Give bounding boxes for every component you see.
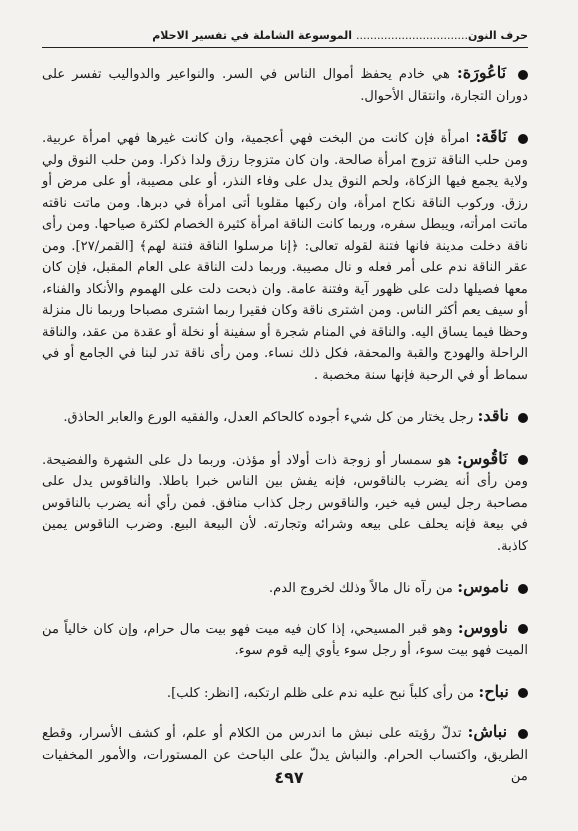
running-header <box>42 28 528 48</box>
bullet-icon <box>518 134 528 144</box>
section-title: حرف النون <box>467 29 528 42</box>
entry-nubah <box>42 681 528 705</box>
entry-headword: ناووس: <box>457 617 508 637</box>
entry-naqus <box>42 448 528 558</box>
entry-naqid <box>42 405 528 429</box>
entry-body: من رآه نال مالاً وذلك لخروج الدم. <box>268 581 453 596</box>
entry-headword: نباش: <box>467 722 508 741</box>
entry-headword: ناموس: <box>457 577 509 596</box>
entry-body: هي خادم يحفظ أموال الناس في السر. والنواعير والدواليب تفسر على دوران التجارة، وانتقال الأحوال. <box>42 67 528 104</box>
page-number: ٤٩٧ <box>274 768 304 787</box>
bullet-icon <box>518 584 528 594</box>
book-title: ..... الموسوعة الشاملة في تفسير الاحلام <box>42 28 468 44</box>
bullet-icon <box>518 688 528 698</box>
entry-body: رجل يختار من كل شيء أجوده كالحاكم العدل، والفقيه الورع والعابر الحاذق. <box>63 410 474 425</box>
bullet-icon <box>518 624 528 634</box>
entry-body: تدلّ رؤيته على نبش ما اندرس من الكلام أو علم، أو كشف الأسرار، وقطع الطريق، واكتساب الحرام. والنباش يدلّ على الباحث عن المستورات، والأمور المخفيات من <box>42 726 528 784</box>
entry-body: هو سمسار أو زوجة ذات أولاد أو مؤذن. وربما دل على الشهرة والفضيحة. ومن رأى أنه يضرب بالناقوس، فإنه يفش بين الناس خبرا باطلا. والناقوس يدل على مصاحبة رجل ليس فيه خير، والناقوس رجل كذاب منافق. فمن رأي أنه يضرب بالناقوس في بيعة فإنه يحلف على بيعه وشرائه وتجارته. لأن البيعة البيع. وضرب الناقوس يمين كاذبة. <box>42 452 528 554</box>
entry-headword: نَاقُوس: <box>456 448 508 468</box>
entry-body: من رأى كلباً نبح عليه ندم على ظلم ارتكبه، [انظر: كلب]. <box>166 685 475 701</box>
entry-nawus <box>42 617 528 662</box>
entry-body: امرأة فإن كانت من البخت فهي أعجمية، وان كانت غيرها فهي امرأة عربية. ومن حلب الناقة تزوج امرأة صالحة. وان كان متزوجا رزق ولدا ذكرا. ومن حلب النوق ولي ولاية يجمع فيها الزكاة، ولحم النوق يدل على وفاء النذر، أو على مصيبة، أو على مرض أو رزق. وركوب الناقة نكاح امرأة، وان ركبها مقلوبا أتى امرأة في دبرها. ومن ماتت ناقته ماتت امرأته، ويبطل سفره، وربما كانت الناقة امرأة كثيرة الخصام لكثرة صياحها. ومن رأى ناقة دخلت مدينة فانها فتنة لقوله تعالى: ﴿إنا مرسلوا الناقة فتنة لهم﴾ [القمر/٢٧]. ومن عقر الناقة ندم على أمر فعله و نال مصيبة. وربما دلت الناقة على العام المقبل، فإن كان معها فصيلها دلت على ظهور آية وفتنة عامة. وان ذبحت دلت على الهموم والأنكاد والفناء، أو سيف يعم أكثر الناس. ومن اشترى ناقة وكان فقيرا ربما اشترى مصباحا وربما نال منزلة وحظا فيما يساق اليه. والناقة في المنام شجرة أو سفينة أو نخلة أو عقدة من عقد، والناقة الراحلة والهودج والقبة والمحفة، فكل ذلك نساء. ومن رأى ناقة تدر لبنا في الجامع أو في سماط أو في الرحبة فإنها سنة مخصبة . <box>42 131 529 383</box>
bullet-icon <box>518 413 528 423</box>
entry-body: وهو قبر المسيحي، إذا كان فيه ميت فهو بيت مال حرام، وإن كان خالياً من الميت فهو بيت سوء، أو رجل سوء يأوي إليه قوم سوء. <box>42 621 528 658</box>
entry-naqa <box>42 126 528 386</box>
entry-naoura <box>42 62 528 107</box>
bullet-icon <box>518 455 528 465</box>
entries-list <box>42 62 528 788</box>
entry-headword: نَاعُورَة: <box>456 63 507 82</box>
entry-namus <box>42 576 528 600</box>
bullet-icon <box>518 70 528 80</box>
bullet-icon <box>518 729 528 739</box>
entry-headword: نَاقَة: <box>475 127 507 146</box>
entry-headword: نباح: <box>478 681 509 701</box>
entry-headword: ناقد: <box>477 406 509 425</box>
